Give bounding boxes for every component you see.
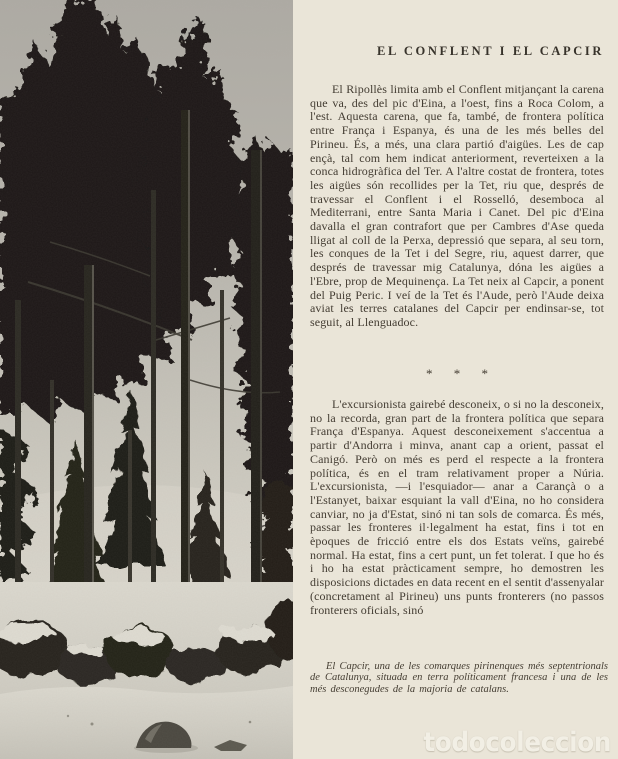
pine-forest-photo bbox=[0, 0, 293, 759]
pine-forest-photo-art bbox=[0, 0, 293, 759]
paragraph-1: El Ripollès limita amb el Conflent mitjançant la carena que va, des del pic d'Eina, a l'oest, fins a Roca Colom, a l'est. Aquesta carena, que fa, també, de frontera política entre França i Espanya, és una de les més belles del Pirineu. És, a més, una clara partió d'aigües. Les de cap ençà, tal com hem indicat anteriorment, reverteixen a la conca hidrogràfica del Ter. A l'altre costat de frontera, totes les aigües són recollides per la Tet, riu que, després de travessar el Conflent i el Rosselló, desemboca al Mediterrani, entre Santa Maria i Canet. Del pic d'Eina davalla el gran contrafort que per Cambres d'Ase queda lligat al coll de la Perxa, depressió que separa, al seu torn, les conques de la Tet i del Segre, riu, aquest darrer, que després de travessar mig Catalunya, dóna les aigües a l'Ebre, prop de Mequinença. La Tet neix al Capcir, a ponent del Puig Peric. I veí de la Tet és l'Aude, però l'Aude deixa aviat les terres catalanes del Capcir per endinsar-se, tot seguit, al Llenguadoc. bbox=[310, 82, 604, 329]
photo-caption: El Capcir, una de les comarques pirinenques més septentrionals de Catalunya, situada en terra políticament francesa i una de les més desconegudes de la majoria de catalans. bbox=[310, 661, 608, 695]
paragraph-2: L'excursionista gairebé desconeix, o si no la desconeix, no la recorda, gran part de la frontera política que separa França d'Espanya. Aquest desconeixement s'accentua a partir d'Andorra i minva, anant cap a orient, passat el Canigó. Però on més es perd el respecte a la frontera política, és en el tram relativament proper a Núria. L'excursionista, —i l'esquiador— anar a Carançà o a l'Estanyet, baixar esquiant la vall d'Eina, no ho considera canviar, no ja d'Estat, sinó ni tan sols de comarca. És més, passar les fronteres il·legalment ha estat, fins i tot en èpoques de fricció entre els dos Estats veïns, gairebé normal. Ha estat, fins a cert punt, un fet tolerat. I que ho és i ho ha estat pràcticament sempre, ho demostren les disposicions dictades en data recent en el sentit d'assenyalar (concretament al Pirineu) uns punts fronterers (no passos fronterers oficials, sinó bbox=[310, 397, 604, 617]
section-separator: * * * bbox=[426, 366, 497, 381]
watermark-text: todocoleccion bbox=[423, 727, 611, 758]
text-column bbox=[310, 0, 608, 759]
page-title: EL CONFLENT I EL CAPCIR bbox=[377, 44, 604, 58]
